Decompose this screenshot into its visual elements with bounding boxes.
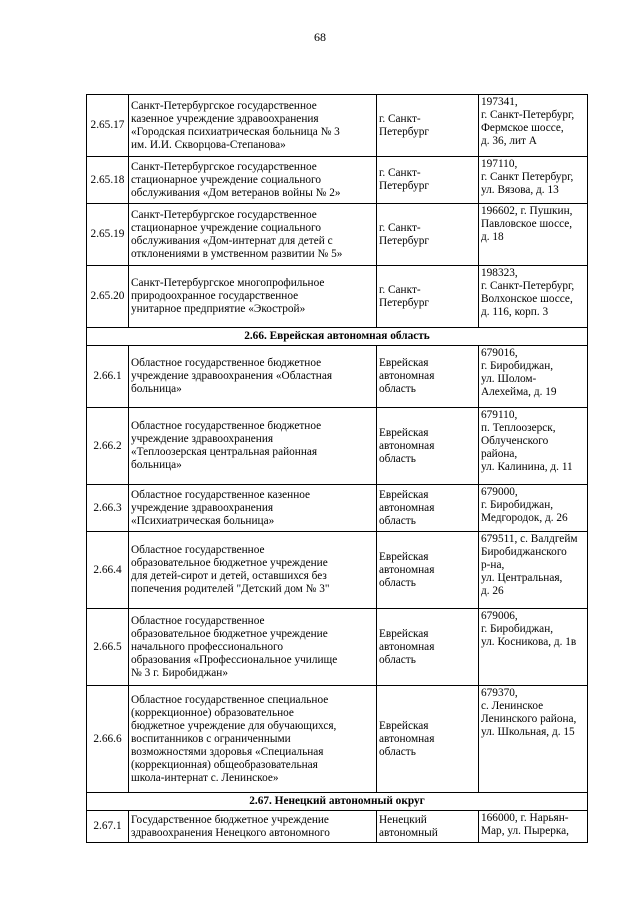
row-number: 2.65.19 <box>87 204 129 266</box>
address-cell: 197341, г. Санкт-Петербург, Фермское шоссе, д. 36, лит А <box>479 95 588 157</box>
row-number: 2.66.1 <box>87 346 129 408</box>
institution-name: Областное государственное казенное учреждение здравоохранения «Психиатрическая больница» <box>129 485 377 532</box>
table-row <box>87 157 588 204</box>
address-cell: 196602, г. Пушкин, Павловское шоссе, д. 18 <box>479 204 588 266</box>
region-cell: г. Санкт- Петербург <box>377 157 479 204</box>
table-row <box>87 266 588 328</box>
region-cell: Еврейская автономная область <box>377 609 479 686</box>
address-cell: 197110, г. Санкт Петербург, ул. Вязова, д. 13 <box>479 157 588 204</box>
row-number: 2.65.20 <box>87 266 129 328</box>
row-number: 2.65.17 <box>87 95 129 157</box>
row-number: 2.66.4 <box>87 532 129 609</box>
table-row <box>87 485 588 532</box>
region-cell: г. Санкт- Петербург <box>377 204 479 266</box>
institution-name: Санкт-Петербургское государственное казенное учреждение здравоохранения «Городская психиатрическая больница № 3 им. И.И. Скворцова-Степанова» <box>129 95 377 157</box>
institution-name: Областное государственное бюджетное учреждение здравоохранения «Областная больница» <box>129 346 377 408</box>
section-title: 2.66. Еврейская автономная область <box>87 328 588 346</box>
table-row <box>87 204 588 266</box>
institution-name: Областное государственное образовательное бюджетное учреждение для детей-сирот и детей, оставшихся без попечения родителей "Детский дом № 3" <box>129 532 377 609</box>
row-number: 2.66.5 <box>87 609 129 686</box>
table-row <box>87 686 588 793</box>
row-number: 2.65.18 <box>87 157 129 204</box>
institution-name: Государственное бюджетное учреждение здравоохранения Ненецкого автономного <box>129 811 377 843</box>
institutions-table <box>86 94 588 843</box>
table-row <box>87 408 588 485</box>
institution-name: Областное государственное бюджетное учреждение здравоохранения «Теплоозерская центральная районная больница» <box>129 408 377 485</box>
address-cell: 679110, п. Теплоозерск, Облученского района, ул. Калинина, д. 11 <box>479 408 588 485</box>
row-number: 2.66.3 <box>87 485 129 532</box>
region-cell: Еврейская автономная область <box>377 346 479 408</box>
institution-name: Санкт-Петербургское государственное стационарное учреждение социального обслуживания «Дом ветеранов войны № 2» <box>129 157 377 204</box>
row-number: 2.67.1 <box>87 811 129 843</box>
row-number: 2.66.2 <box>87 408 129 485</box>
region-cell: Еврейская автономная область <box>377 485 479 532</box>
row-number: 2.66.6 <box>87 686 129 793</box>
table-row <box>87 95 588 157</box>
section-title: 2.67. Ненецкий автономный округ <box>87 793 588 811</box>
region-cell: Еврейская автономная область <box>377 408 479 485</box>
region-cell: Еврейская автономная область <box>377 532 479 609</box>
address-cell: 679511, с. Валдгейм Биробиджанского р-на, ул. Центральная, д. 26 <box>479 532 588 609</box>
address-cell: 679000, г. Биробиджан, Медгородок, д. 26 <box>479 485 588 532</box>
page-number: 68 <box>314 30 326 44</box>
address-cell: 679006, г. Биробиджан, ул. Косникова, д. 1в <box>479 609 588 686</box>
address-cell: 166000, г. Нарьян- Мар, ул. Пырерка, <box>479 811 588 843</box>
institution-name: Областное государственное специальное (коррекционное) образовательное бюджетное учреждение для обучающихся, воспитанников с ограниченными возможностями здоровья «Специальная (коррекционная) общеобразовательная школа-интернат с. Ленинское» <box>129 686 377 793</box>
section-header-row <box>87 328 588 346</box>
table-row <box>87 811 588 843</box>
region-cell: г. Санкт- Петербург <box>377 95 479 157</box>
section-header-row <box>87 793 588 811</box>
table-body <box>87 95 588 843</box>
region-cell: Еврейская автономная область <box>377 686 479 793</box>
region-cell: Ненецкий автономный <box>377 811 479 843</box>
region-cell: г. Санкт- Петербург <box>377 266 479 328</box>
table-row <box>87 346 588 408</box>
table-row <box>87 609 588 686</box>
address-cell: 198323, г. Санкт-Петербург, Волхонское шоссе, д. 116, корп. 3 <box>479 266 588 328</box>
address-cell: 679370, с. Ленинское Ленинского района, ул. Школьная, д. 15 <box>479 686 588 793</box>
address-cell: 679016, г. Биробиджан, ул. Шолом- Алехейма, д. 19 <box>479 346 588 408</box>
table-row <box>87 532 588 609</box>
institution-name: Областное государственное образовательное бюджетное учреждение начального профессионального образования «Профессиональное училище № 3 г. Биробиджан» <box>129 609 377 686</box>
institution-name: Санкт-Петербургское многопрофильное природоохранное государственное унитарное предприятие «Экострой» <box>129 266 377 328</box>
institution-name: Санкт-Петербургское государственное стационарное учреждение социального обслуживания «Дом-интернат для детей с отклонениями в умственном развитии № 5» <box>129 204 377 266</box>
